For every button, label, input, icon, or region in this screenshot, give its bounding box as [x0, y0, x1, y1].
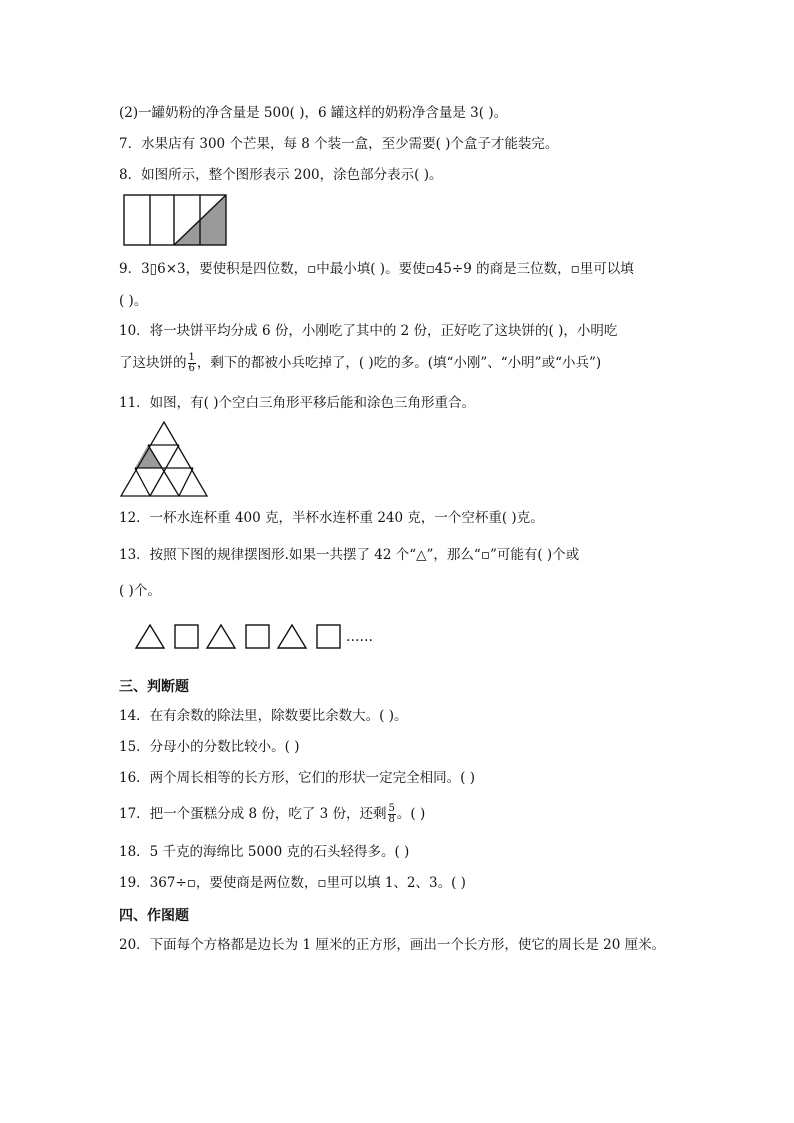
- fraction-one-sixth: [188, 353, 196, 374]
- q17-text-pre: 17．把一个蛋糕分成 8 份，吃了 3 份，还剩: [119, 806, 387, 822]
- question-13-line1: 13．按照下图的规律摆图形.如果一共摆了 42 个“△”，那么“▫”可能有( )个或: [119, 547, 580, 563]
- q17-text-post: 。( ): [396, 806, 426, 822]
- fraction-five-eighths: [388, 804, 396, 825]
- question-11: 11．如图，有( )个空白三角形平移后能和涂色三角形重合。: [119, 395, 476, 411]
- question-16: 16．两个周长相等的长方形，它们的形状一定完全相同。( ): [119, 770, 476, 786]
- question-13-line2: ( )个。: [119, 583, 161, 599]
- question-17: [119, 804, 425, 825]
- question-14: 14．在有余数的除法里，除数要比余数大。( )。: [119, 708, 408, 724]
- triangle-shape: [207, 625, 235, 648]
- question-9-line1: 9．3▯6×3，要使积是四位数，▫中最小填( )。要使▫45÷9 的商是三位数，▫里可以填: [119, 261, 634, 277]
- pattern-ellipsis: ……: [346, 629, 373, 645]
- fraction-numerator: 1: [188, 352, 195, 363]
- section-heading-judgement: 三、判断题: [119, 679, 189, 695]
- question-19: 19．367÷▫，要使商是两位数，▫里可以填 1、2、3。( ): [119, 875, 466, 891]
- q11-triangle-figure: [118, 418, 210, 500]
- question-6-part2: (2)一罐奶粉的净含量是 500( )，6 罐这样的奶粉净含量是 3( )。: [119, 105, 508, 121]
- question-20: 20．下面每个方格都是边长为 1 厘米的正方形，画出一个长方形，使它的周长是 20 厘米。: [119, 937, 666, 953]
- fraction-denominator: 8: [388, 814, 395, 825]
- question-10-line1: 10．将一块饼平均分成 6 份，小刚吃了其中的 2 份，正好吃了这块饼的( )，小明吃: [119, 323, 618, 339]
- square-shape: [175, 625, 198, 648]
- question-15: 15．分母小的分数比较小。( ): [119, 739, 300, 755]
- square-shape: [246, 625, 269, 648]
- q10-text-post: ，剩下的都被小兵吃掉了，( )吃的多。(填“小刚”、“小明”或“小兵”): [196, 355, 602, 371]
- triangle-shape: [278, 625, 306, 648]
- q8-rectangle-figure: [122, 193, 230, 247]
- fraction-denominator: 6: [188, 363, 195, 374]
- question-12: 12．一杯水连杯重 400 克，半杯水连杯重 240 克，一个空杯重( )克。: [119, 510, 544, 526]
- fraction-numerator: 5: [388, 803, 395, 814]
- q10-text-pre: 了这块饼的: [119, 355, 187, 371]
- question-10-line2: [119, 353, 601, 374]
- question-18: 18．5 千克的海绵比 5000 克的石头轻得多。( ): [119, 844, 410, 860]
- section-heading-drawing: 四、作图题: [119, 908, 189, 924]
- question-8: 8．如图所示，整个图形表示 200，涂色部分表示( )。: [119, 167, 443, 183]
- square-shape: [317, 625, 340, 648]
- question-9-line2: ( )。: [119, 293, 148, 309]
- q13-pattern-figure: [134, 622, 346, 652]
- question-7: 7．水果店有 300 个芒果，每 8 个装一盒，至少需要( )个盒子才能装完。: [119, 136, 559, 152]
- triangle-shape: [136, 625, 164, 648]
